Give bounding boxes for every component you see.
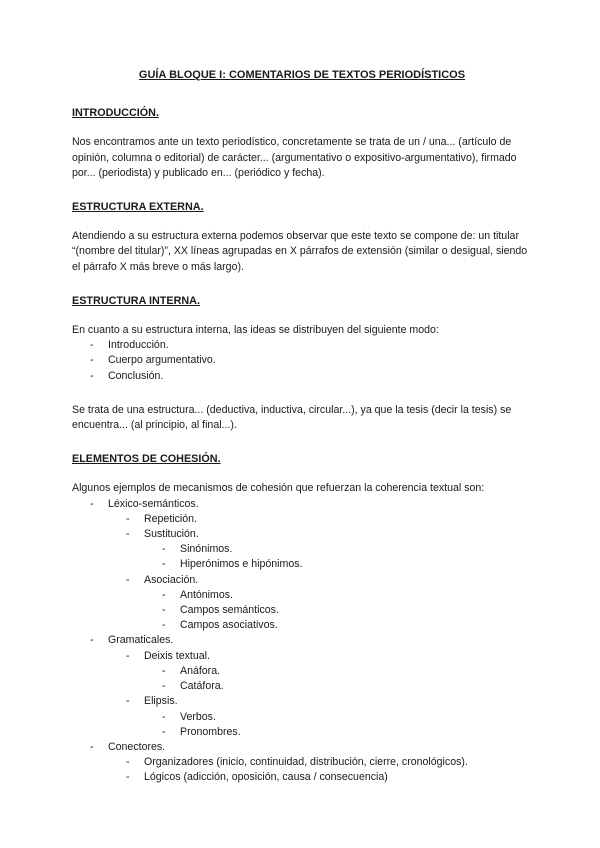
document-page (72, 68, 532, 786)
list-item: - Campos semánticos. (72, 603, 532, 618)
list-item: - Campos asociativos. (72, 618, 532, 633)
cohesion-paragraph: Algunos ejemplos de mecanismos de cohesión que refuerzan la coherencia textual son: (72, 482, 485, 495)
list-item: - Introducción. (72, 338, 532, 353)
list-item: - Lógicos (adicción, oposición, causa / consecuencia) (72, 770, 532, 785)
list-item: - Repetición. (72, 512, 532, 527)
cohesion-list (72, 497, 532, 786)
list-item: - Anáfora. (72, 664, 532, 679)
list-item: - Conectores. (72, 740, 532, 755)
list-item: - Hiperónimos e hipónimos. (72, 557, 532, 572)
document-title: GUÍA BLOQUE I: COMENTARIOS DE TEXTOS PERIODÍSTICOS (138, 69, 466, 81)
internal-structure-paragraph: En cuanto a su estructura interna, las ideas se distribuyen del siguiente modo: (72, 324, 439, 337)
internal-structure-heading: ESTRUCTURA INTERNA. (72, 294, 200, 307)
list-item: - Catáfora. (72, 679, 532, 694)
internal-structure-list (72, 338, 532, 384)
structure-type-paragraph: Se trata de una estructura... (deductiva, inductiva, circular...), ya que la tesis (decir la tesis) se encuentra... (al principio, al final...). (72, 403, 512, 432)
intro-heading: INTRODUCCIÓN. (72, 107, 159, 120)
list-item: - Conclusión. (72, 369, 532, 384)
list-item: - Sinónimos. (72, 542, 532, 557)
external-structure-heading: ESTRUCTURA EXTERNA. (72, 201, 204, 214)
list-item: - Léxico-semánticos. (72, 497, 532, 512)
list-item: - Antónimos. (72, 588, 532, 603)
list-item: - Organizadores (inicio, continuidad, distribución, cierre, cronológicos). (72, 755, 532, 770)
external-structure-paragraph: Atendiendo a su estructura externa podemos observar que este texto se compone de: un titular “(nombre del titular)”, XX líneas agrupadas en X párrafos de extensión (similar o desigual, siendo el párrafo X más breve o más largo). (72, 230, 528, 273)
cohesion-heading: ELEMENTOS DE COHESIÓN. (72, 453, 221, 466)
list-item: - Pronombres. (72, 725, 532, 740)
list-item: - Deixis textual. (72, 649, 532, 664)
list-item: - Verbos. (72, 710, 532, 725)
intro-paragraph: Nos encontramos ante un texto periodístico, concretamente se trata de un / una... (artículo de opinión, columna o editorial) de carácter... (argumentativo o expositivo-argumentativo), firmado por... (periodista) y publicado en... (periódico y fecha). (72, 136, 517, 179)
list-item: - Cuerpo argumentativo. (72, 353, 532, 368)
list-item: - Sustitución. (72, 527, 532, 542)
list-item: - Asociación. (72, 573, 532, 588)
list-item: - Elipsis. (72, 694, 532, 709)
list-item: - Gramaticales. (72, 633, 532, 648)
